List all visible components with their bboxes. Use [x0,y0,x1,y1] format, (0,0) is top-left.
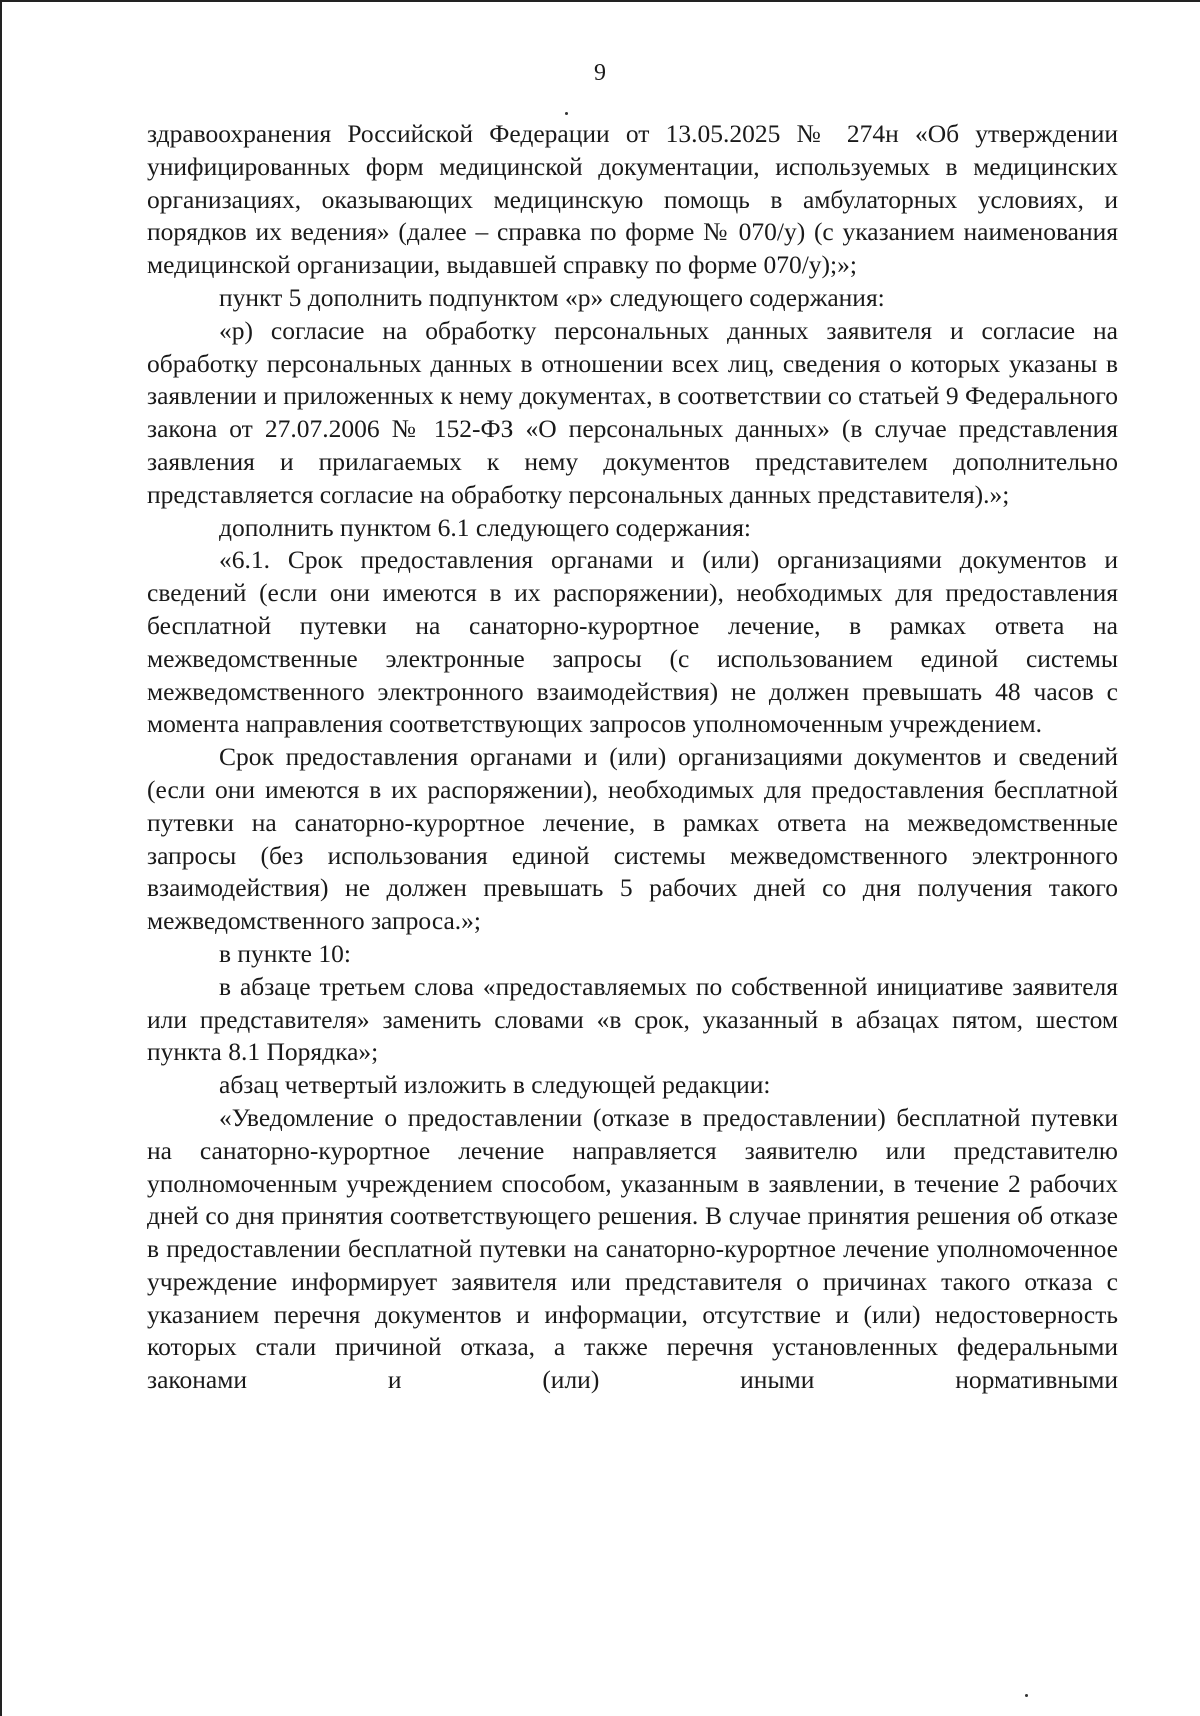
paragraph-point-5: пункт 5 дополнить подпунктом «р» следующего содержания: [219,282,885,312]
paragraph-continuation: здравоохранения Российской Федерации от 13.05.2025 № 274н «Об утверждении унифицированных форм медицинской документации, используемых в медицинских организациях, оказывающих медицинскую помощь в амбулаторных условиях, и порядков их ведения» (далее – справка по форме № 070/у) (с указанием наименования медицинской организации, выдавшей справку по форме 070/у);»; [147,119,1118,280]
paragraph-third-abzac: в абзаце третьем слова «предоставляемых по собственной инициативе заявителя или представителя» заменить словами «в срок, указанный в абзацах пятом, шестом пункта 8.1 Порядка»; [147,971,1118,1067]
scan-border-top [0,0,1200,2]
paragraph-subpoint-r: «р) согласие на обработку персональных данных заявителя и согласие на обработку персональных данных в отношении всех лиц, сведения о которых указаны в заявлении и приложенных к нему документах, в соответствии со статьей 9 Федерального закона от 27.07.2006 № 152-ФЗ «О персональных данных» (в случае представления заявления и прилагаемых к нему документов представителем дополнительно представляется согласие на обработку персональных данных представителя).»; [147,315,1118,509]
paragraph-point-6-1-text: «6.1. Срок предоставления органами и (или) организациями документов и сведений (если они имеются в их распоряжении), необходимых для предоставления бесплатной путевки на санаторно-курортное лечение, в рамках ответа на межведомственные электронные запросы (с использованием единой системы межведомственного электронного взаимодействия) не должен превышать 48 часов с момента направления соответствующих запросов уполномоченным учреждением. [147,545,1118,739]
paragraph-point-6-1-second: Срок предоставления органами и (или) организациями документов и сведений (если они имеются в их распоряжении), необходимых для предоставления бесплатной путевки на санаторно-курортное лечение, в рамках ответа на межведомственные запросы (без использования единой системы межведомственного электронного взаимодействия) не должен превышать 5 рабочих дней со дня получения такого межведомственного запроса.»; [147,742,1118,936]
paragraph-fourth-abzac: абзац четвертый изложить в следующей редакции: [219,1070,771,1100]
document-body [147,118,1118,1397]
scan-border-left [0,0,2,1716]
paragraph-add-point-6-1: дополнить пунктом 6.1 следующего содержания: [219,512,752,542]
paragraph-notification: «Уведомление о предоставлении (отказе в предоставлении) бесплатной путевки на санаторно-курортное лечение направляется заявителю или представителю уполномоченным учреждением способом, указанным в заявлении, в течение 2 рабочих дней со дня принятия соответствующего решения. В случае принятия решения об отказе в предоставлении бесплатной путевки на санаторно-курортное лечение уполномоченное учреждение информирует заявителя или представителя о причинах такого отказа с указанием перечня документов и информации, отсутствие и (или) недостоверность которых стали причиной отказа, а также перечня установленных федеральными законами и (или) иными нормативными [147,1102,1118,1395]
scan-speck [565,112,568,115]
scan-speck [1025,1694,1028,1697]
paragraph-point-10: в пункте 10: [219,938,351,968]
page-number: 9 [594,60,606,86]
